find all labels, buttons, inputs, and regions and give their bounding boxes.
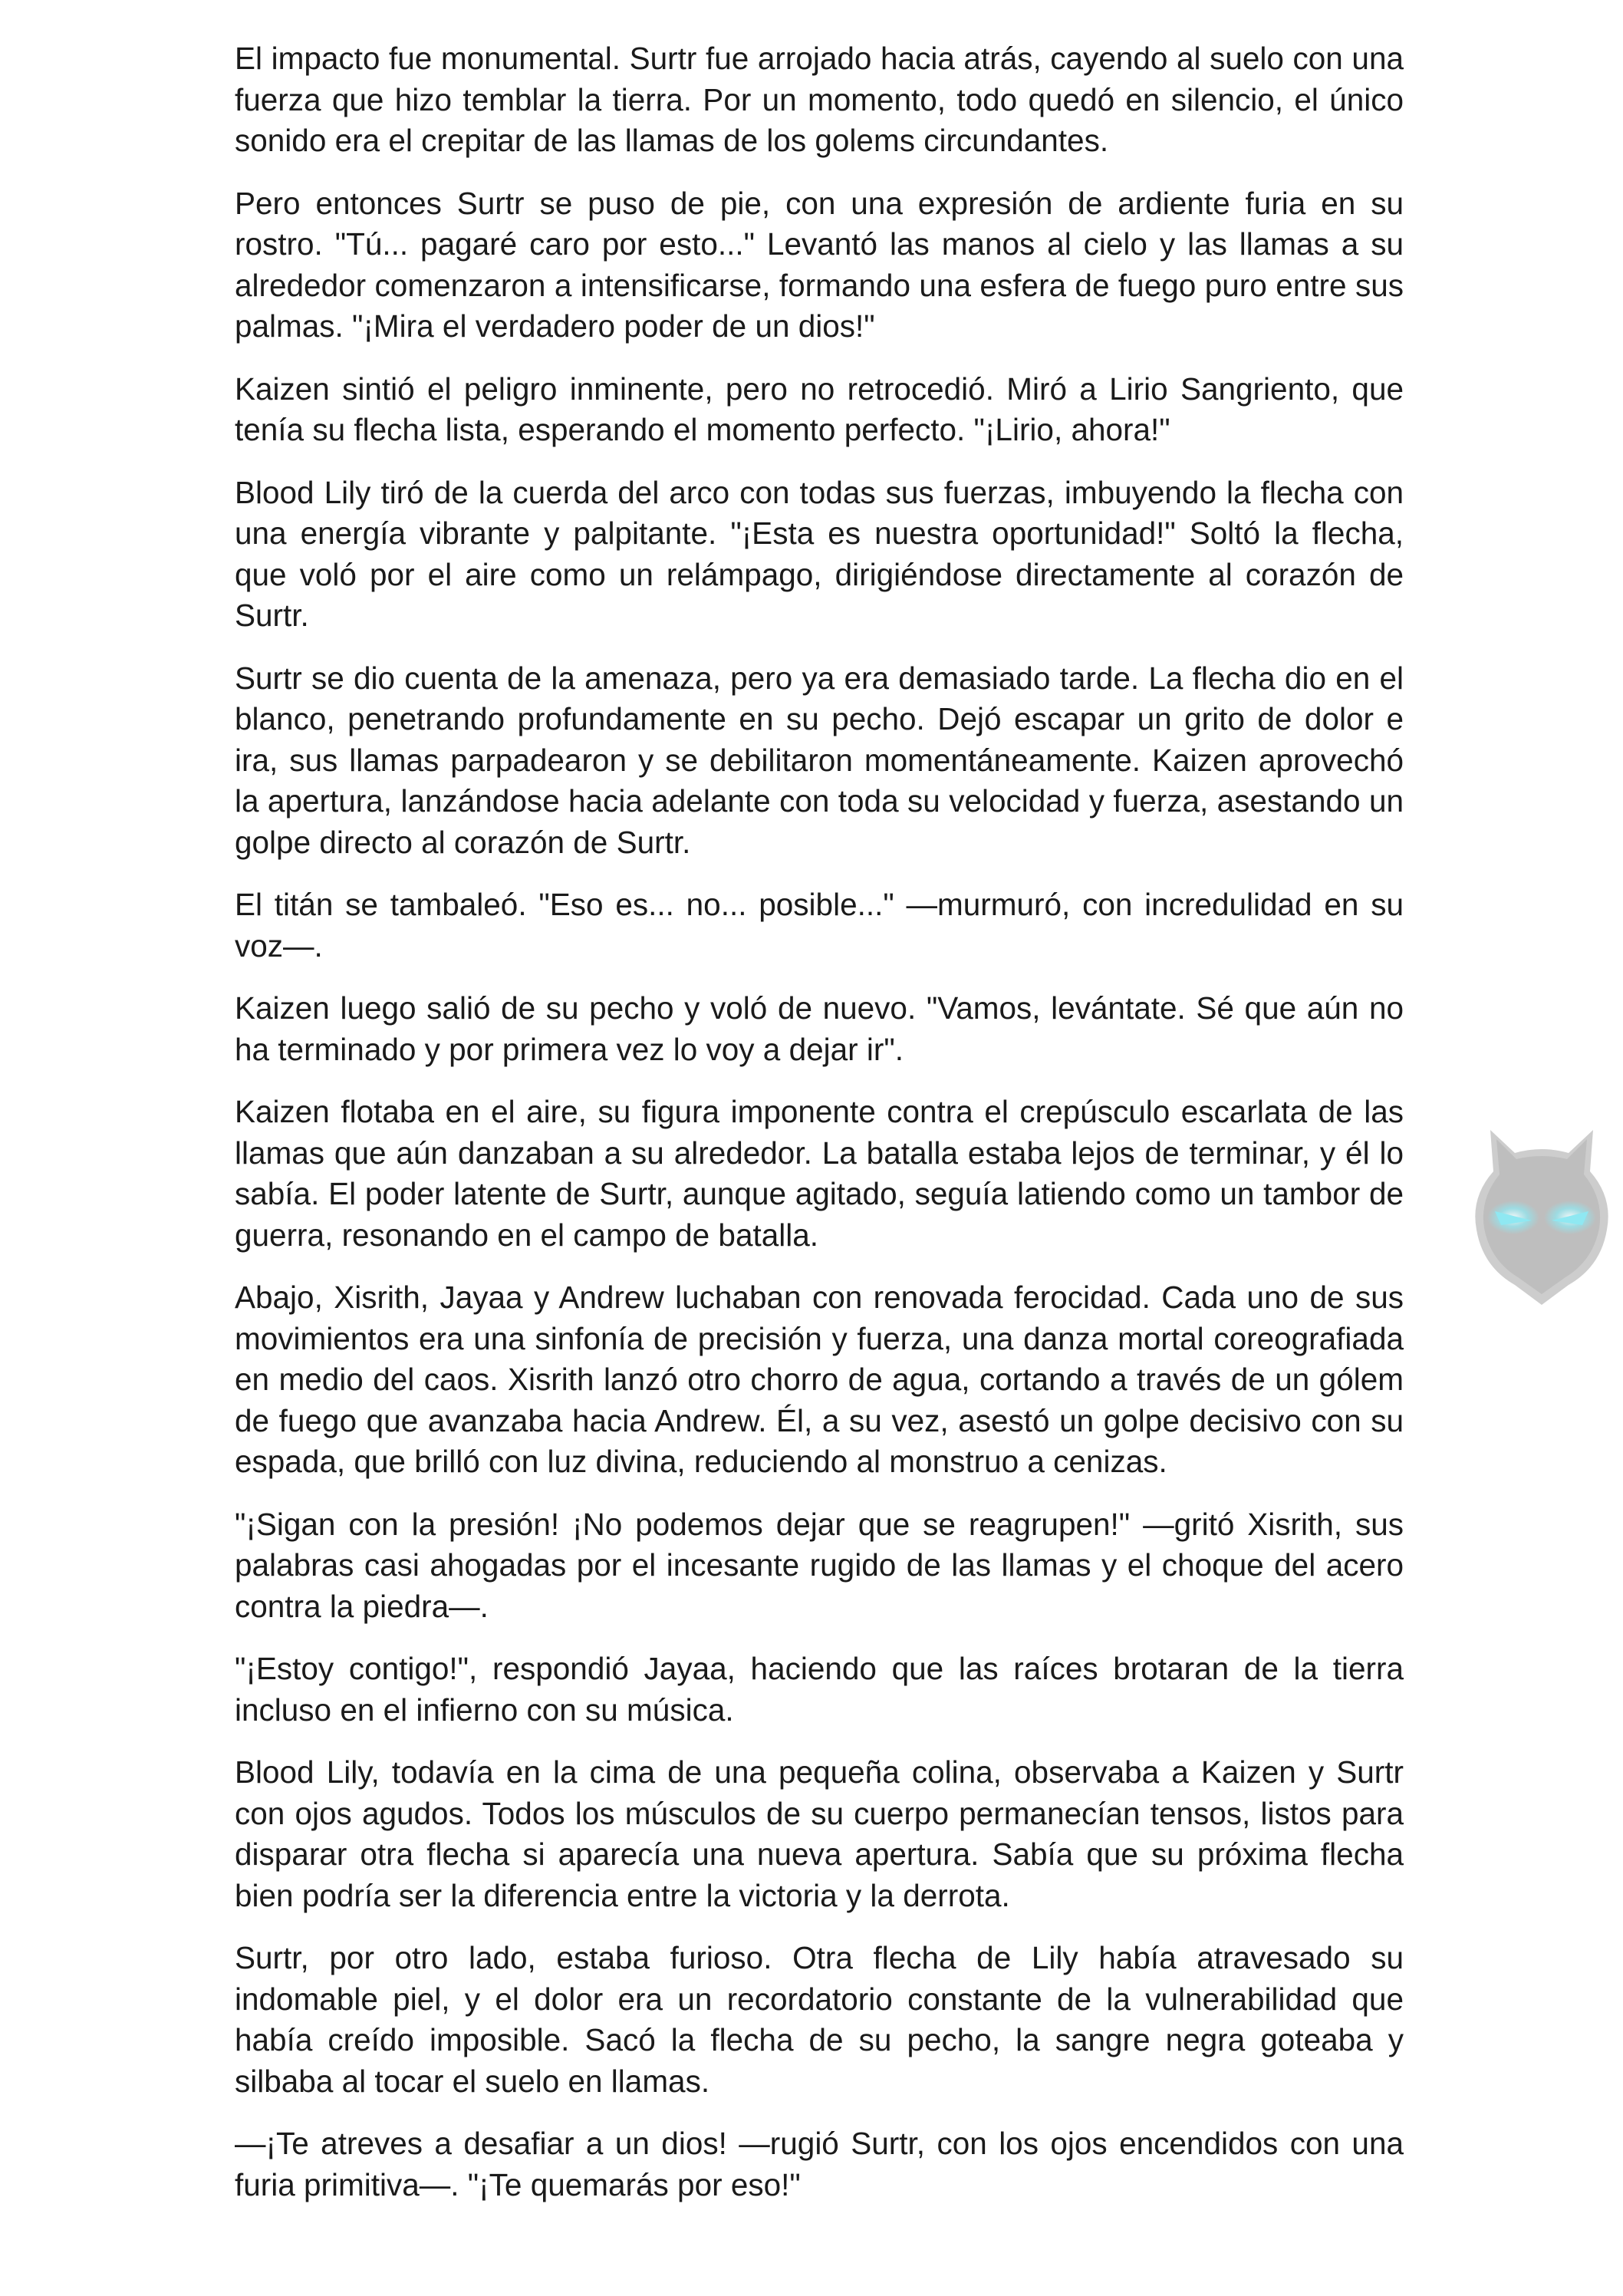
paragraph-13: Surtr, por otro lado, estaba furioso. Otra flecha de Lily había atravesado su indomable piel, y el dolor era un recordatorio constante de la vulnerabilidad que había creído imposible. Sacó la flecha de su pecho, la sangre negra goteaba y silbaba al tocar el suelo en llamas. (235, 1940, 1404, 2099)
paragraph-3: Kaizen sintió el peligro inminente, pero no retrocedió. Miró a Lirio Sangriento, que tenía su flecha lista, esperando el momento perfecto. "¡Lirio, ahora!" (235, 371, 1404, 447)
paragraph-11: "¡Estoy contigo!", respondió Jayaa, haciendo que las raíces brotaran de la tierra incluso en el infierno con su música. (235, 1651, 1404, 1728)
paragraph-4: Blood Lily tiró de la cuerda del arco con todas sus fuerzas, imbuyendo la flecha con una energía vibrante y palpitante. "¡Esta es nuestra oportunidad!" Soltó la flecha, que voló por el aire como un relámpago, dirigiéndose directamente al corazón de Surtr. (235, 474, 1404, 633)
paragraph-7: Kaizen luego salió de su pecho y voló de nuevo. "Vamos, levántate. Sé que aún no ha terminado y por primera vez lo voy a dejar ir". (235, 990, 1404, 1067)
paragraph-9: Abajo, Xisrith, Jayaa y Andrew luchaban con renovada ferocidad. Cada uno de sus movimientos era una sinfonía de precisión y fuerza, una danza mortal coreografiada en medio del caos. Xisrith lanzó otro chorro de agua, cortando a través de un gólem de fuego que avanzaba hacia Andrew. Él, a su vez, asestó un golpe decisivo con su espada, que brilló con luz divina, reduciendo al monstruo a cenizas. (235, 1280, 1404, 1479)
demon-head-icon (1461, 1124, 1622, 1308)
paragraph-6: El titán se tambaleó. "Eso es... no... posible..." —murmuró, con incredulidad en su voz—. (235, 887, 1404, 964)
paragraph-8: Kaizen flotaba en el aire, su figura imponente contra el crepúsculo escarlata de las llamas que aún danzaban a su alrededor. La batalla estaba lejos de terminar, y él lo sabía. El poder latente de Surtr, aunque agitado, seguía latiendo como un tambor de guerra, resonando en el campo de batalla. (235, 1094, 1404, 1253)
paragraph-12: Blood Lily, todavía en la cima de una pequeña colina, observaba a Kaizen y Surtr con ojos agudos. Todos los músculos de su cuerpo permanecían tensos, listos para disparar otra flecha si aparecía una nueva apertura. Sabía que su próxima flecha bien podría ser la diferencia entre la victoria y la derrota. (235, 1754, 1404, 1913)
paragraph-2: Pero entonces Surtr se puso de pie, con una expresión de ardiente furia en su rostro. "Tú... pagaré caro por esto..." Levantó las manos al cielo y las llamas a su alrededor comenzaron a intensificarse, formando una esfera de fuego puro entre sus palmas. "¡Mira el verdadero poder de un dios!" (235, 185, 1404, 344)
paragraph-1: El impacto fue monumental. Surtr fue arrojado hacia atrás, cayendo al suelo con una fuerza que hizo temblar la tierra. Por un momento, todo quedó en silencio, el único sonido era el crepitar de las llamas de los golems circundantes. (235, 41, 1404, 158)
paragraph-5: Surtr se dio cuenta de la amenaza, pero ya era demasiado tarde. La flecha dio en el blanco, penetrando profundamente en su pecho. Dejó escapar un grito de dolor e ira, sus llamas parpadearon y se debilitaron momentáneamente. Kaizen aprovechó la apertura, lanzándose hacia adelante con toda su velocidad y fuerza, asestando un golpe directo al corazón de Surtr. (235, 660, 1404, 860)
paragraph-10: "¡Sigan con la presión! ¡No podemos dejar que se reagrupen!" —gritó Xisrith, sus palabras casi ahogadas por el incesante rugido de las llamas y el choque del acero contra la piedra—. (235, 1506, 1404, 1624)
document-body (235, 38, 1404, 2227)
paragraph-14: —¡Te atreves a desafiar a un dios! —rugió Surtr, con los ojos encendidos con una furia primitiva—. "¡Te quemarás por eso!" (235, 2126, 1404, 2202)
